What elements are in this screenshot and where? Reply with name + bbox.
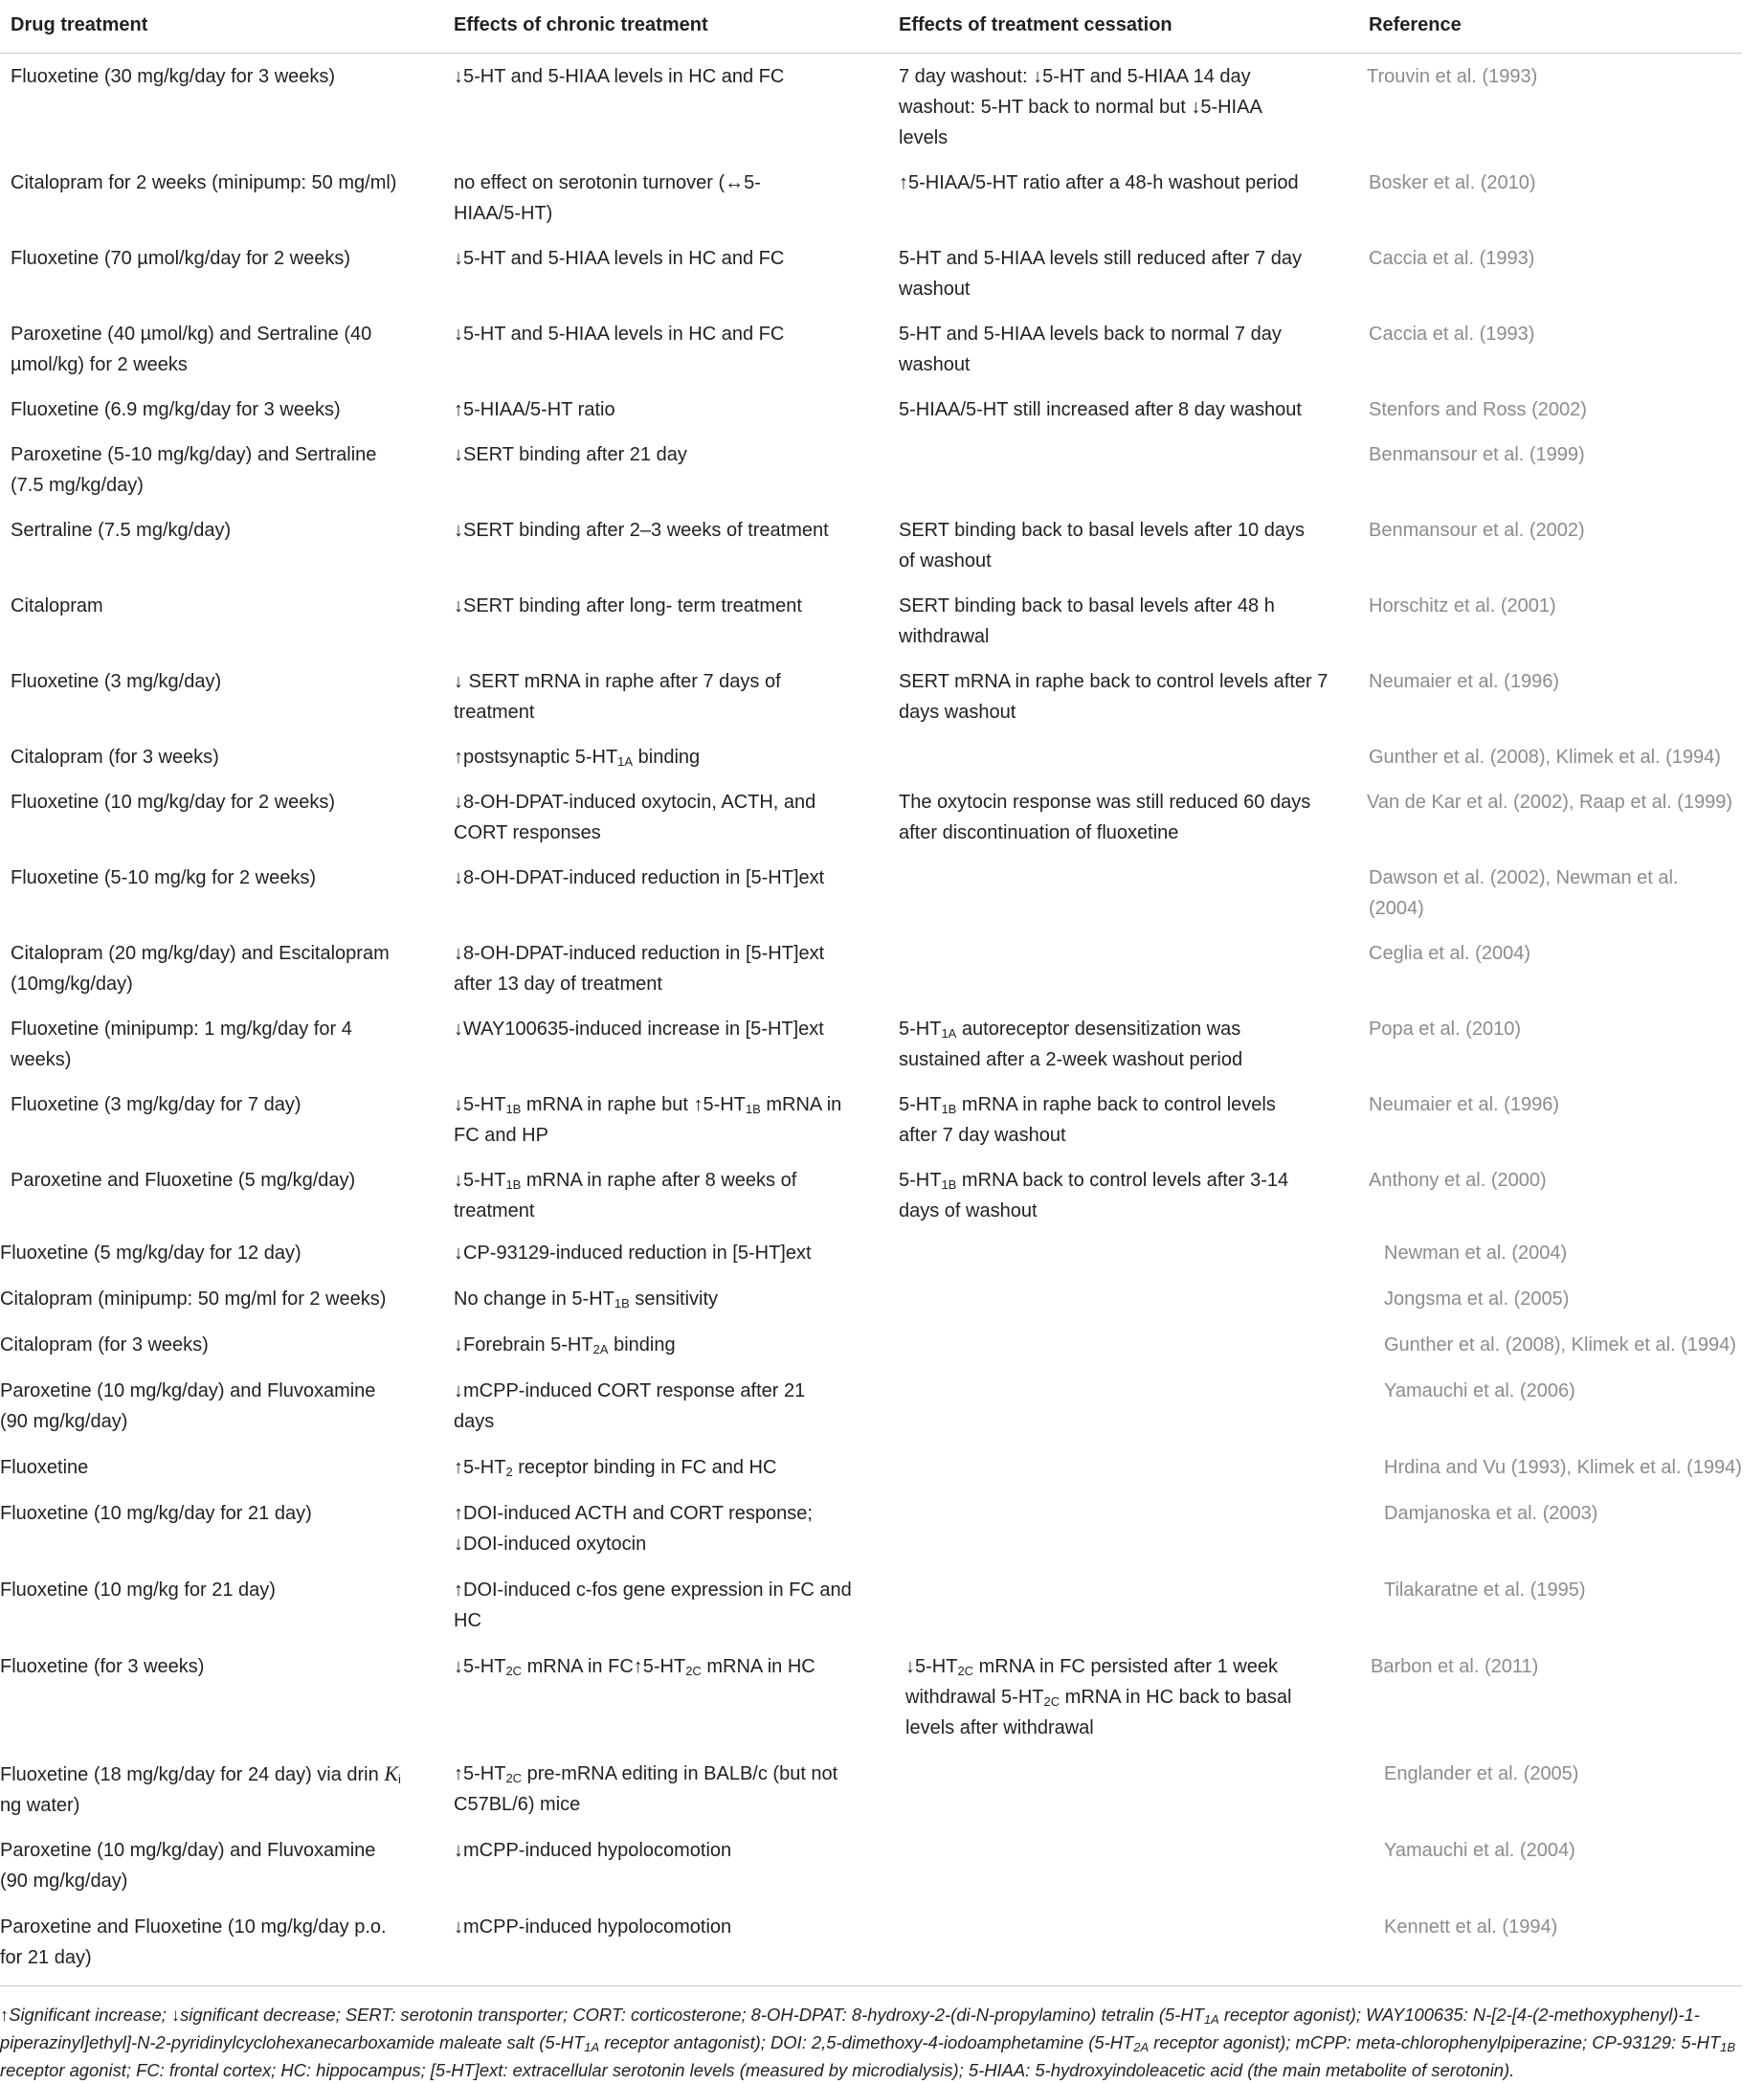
cell-drug: Fluoxetine (5-10 mg/kg for 2 weeks) [11,867,317,888]
cell-cessation: $↓5-HT_{2C}$ mRNA in FC persisted after 1 week withdrawal $5-HT_{2C}$ mRNA in HC back to basal levels after withdrawal [905,1656,1292,1738]
cell-reference: Englander et al. (2005) [1384,1763,1579,1784]
cell-drug: Citalopram (minipump: 50 mg/ml for 2 weeks) [0,1288,387,1310]
cell-reference: Jongsma et al. (2005) [1384,1288,1570,1310]
cell-drug: Fluoxetine (5 mg/kg/day for 12 day) [0,1243,301,1264]
cell-effect: $↓5-HT_{2C}$ mRNA in $FC↑5-HT_{2C}$ mRNA in HC [454,1656,815,1678]
cell-drug: Fluoxetine (30 mg/kg/day for 3 weeks) [11,66,336,87]
cell-cessation: The oxytocin response was still reduced 60 days after discontinuation of fluoxetine [899,792,1311,843]
cell-cessation: $5-HT_{1B}$ mRNA back to control levels after 3-14 days of washout [899,1170,1289,1221]
cell-reference: Anthony et al. (2000) [1369,1170,1547,1191]
cell-reference: Kennett et al. (1994) [1384,1916,1558,1938]
cell-drug: Citalopram for 2 weeks (minipump: 50 mg/ml) [11,172,397,193]
cell-effect: ↑DOI-induced ACTH and CORT response; ↓DOI-induced oxytocin [454,1503,813,1555]
cell-effect: $↑5-HT_2$ receptor binding in FC and HC [454,1457,777,1479]
cell-effect: no effect on serotonin turnover (↔5-HIAA/5-HT) [454,172,761,224]
cell-reference: Newman et al. (2004) [1384,1243,1568,1264]
table-header-row [0,0,1742,54]
cell-drug: Fluoxetine (3 mg/kg/day for 7 day) [11,1094,301,1115]
cell-effect: ↓Forebrain $5-HT_{2A}$ binding [454,1334,676,1356]
cell-effect: ↓ SERT mRNA in raphe after 7 days of treatment [454,671,781,723]
cell-effect: ↓8-OH-DPAT-induced reduction in [5-HT]ext after 13 day of treatment [454,943,825,995]
cell-drug: Paroxetine (10 mg/kg/day) and Fluvoxamine (90 mg/kg/day) [0,1380,376,1432]
cell-reference: Stenfors and Ross (2002) [1369,399,1587,420]
cell-reference: Benmansour et al. (2002) [1369,520,1585,541]
cell-drug: Fluoxetine (for 3 weeks) [0,1656,205,1677]
cell-drug: Paroxetine (10 mg/kg/day) and Fluvoxamine (90 mg/kg/day) [0,1840,376,1892]
cell-effect: ↑DOI-induced c-fos gene expression in FC and HC [454,1580,852,1631]
cell-drug: Fluoxetine (10 mg/kg for 21 day) [0,1580,276,1601]
cell-effect: ↓8-OH-DPAT-induced reduction in [5-HT]ext [454,867,825,888]
cell-drug: Fluoxetine (6.9 mg/kg/day for 3 weeks) [11,399,341,420]
cell-drug: Paroxetine (5-10 mg/kg/day) and Sertraline (7.5 mg/kg/day) [11,444,377,496]
cell-reference: Tilakaratne et al. (1995) [1384,1580,1586,1601]
cell-drug: Citalopram (for 3 weeks) [0,1334,209,1356]
cell-reference: Yamauchi et al. (2004) [1384,1840,1575,1861]
cell-effect: ↓mCPP-induced hypolocomotion [454,1840,732,1861]
cell-effect: ↓5-HT and 5-HIAA levels in HC and FC [454,66,785,87]
header-drug-treatment: Drug treatment [11,14,148,35]
cell-effect: $↓5-HT_{1B}$ mRNA in raphe but $↑5-HT_{1B}$ mRNA in FC and HP [454,1094,842,1146]
cell-effect: ↓SERT binding after long- term treatment [454,595,802,616]
cell-reference: Horschitz et al. (2001) [1369,595,1556,616]
cell-reference: Hrdina and Vu (1993), Klimek et al. (1994) [1384,1457,1742,1478]
cell-drug: Fluoxetine (3 mg/kg/day) [11,671,222,692]
cell-reference: Bosker et al. (2010) [1369,172,1536,193]
cell-effect: No change in $5-HT_{1B}$ sensitivity [454,1288,719,1311]
cell-drug: Citalopram [11,595,103,616]
header-effects-cessation: Effects of treatment cessation [899,14,1172,35]
cell-drug: Fluoxetine [0,1457,89,1478]
cell-effect: ↓CP-93129-induced reduction in [5-HT]ext [454,1243,812,1264]
cell-effect: ↓5-HT and 5-HIAA levels in HC and FC [454,248,785,269]
cell-reference: Gunther et al. (2008), Klimek et al. (1994) [1384,1334,1736,1356]
cell-effect: ↓WAY100635-induced increase in [5-HT]ext [454,1019,824,1040]
cell-effect: ↑5-HIAA/5-HT ratio [454,399,615,420]
cell-drug: Fluoxetine (18 mg/kg/day for 24 day) via drin $K_i$ ng water) [0,1761,401,1816]
cell-drug: Fluoxetine (70 µmol/kg/day for 2 weeks) [11,248,351,269]
cell-cessation: 5-HT and 5-HIAA levels back to normal 7 day washout [899,324,1282,375]
cell-cessation: 7 day washout: ↓5-HT and 5-HIAA 14 day washout: 5-HT back to normal but ↓5-HIAA levels [899,66,1262,148]
cell-reference: Popa et al. (2010) [1369,1019,1521,1040]
cell-effect: ↓8-OH-DPAT-induced oxytocin, ACTH, and CORT responses [454,792,816,843]
cell-drug: Citalopram (20 mg/kg/day) and Escitalopram (10mg/kg/day) [11,943,390,995]
cell-reference: Barbon et al. (2011) [1371,1656,1539,1677]
cell-reference: Benmansour et al. (1999) [1369,444,1585,465]
cell-effect: ↓SERT binding after 2–3 weeks of treatment [454,520,829,541]
cell-drug: Fluoxetine (10 mg/kg/day for 21 day) [0,1503,312,1524]
cell-effect: ↓mCPP-induced CORT response after 21 days [454,1380,806,1432]
cell-reference: Van de Kar et al. (2002), Raap et al. (1999) [1367,792,1733,813]
cell-drug: Citalopram (for 3 weeks) [11,747,219,768]
cell-reference: Dawson et al. (2002), Newman et al. (2004) [1369,867,1679,919]
cell-reference: Neumaier et al. (1996) [1369,671,1559,692]
cell-cessation: $5-HT_{1B}$ mRNA in raphe back to control levels after 7 day washout [899,1094,1276,1146]
cell-effect: ↑postsynaptic $5-HT_{1A}$ binding [454,747,701,769]
table-footnote: ↑Significant increase; ↓significant decrease; SERT: serotonin transporter; CORT: corticosterone; 8-OH-DPAT: 8-hydroxy-2-(di-N-propylamino) tetralin ($5-HT_{1A}$ receptor agonist); WAY100635: N-[2-[4-(2-methoxyphenyl)-1-piperazinyl]ethyl]-N-2-pyridinylcyclohexanecarboxamide maleate salt ($5-HT_{1A}$ receptor antagonist); DOI: 2,5-dimethoxy-4-iodoamphetamine ($5-HT_{2A}$ receptor agonist); mCPP: meta-chlorophenylpiperazine; CP-93129: $5-HT_{1B}$ receptor agonist; FC: frontal cortex; HC: hippocampus; [5-HT]ext: extracellular serotonin levels (measured by microdialysis); 5-HIAA: 5-hydroxyindoleacetic acid (the main metabolite of serotonin). [0,2005,1735,2080]
cell-drug: Fluoxetine (10 mg/kg/day for 2 weeks) [11,792,336,813]
cell-drug: Paroxetine and Fluoxetine (5 mg/kg/day) [11,1170,356,1191]
table-bottom-rule [0,1985,1742,1986]
cell-reference: Caccia et al. (1993) [1369,248,1535,269]
cell-cessation: $5-HT_{1A}$ autoreceptor desensitization was sustained after a 2-week washout period [899,1019,1243,1070]
cell-cessation: ↑5-HIAA/5-HT ratio after a 48-h washout period [899,172,1299,193]
cell-effect: $↓5-HT_{1B}$ mRNA in raphe after 8 weeks of treatment [454,1170,797,1221]
cell-reference: Caccia et al. (1993) [1369,324,1535,345]
cell-reference: Ceglia et al. (2004) [1369,943,1530,964]
header-effects-chronic: Effects of chronic treatment [454,14,708,35]
cell-reference: Gunther et al. (2008), Klimek et al. (1994) [1369,747,1721,768]
cell-cessation: SERT binding back to basal levels after 10 days of washout [899,520,1305,571]
cell-reference: Damjanoska et al. (2003) [1384,1503,1598,1524]
header-reference: Reference [1369,14,1462,35]
cell-effect: ↓SERT binding after 21 day [454,444,687,465]
cell-cessation: 5-HT and 5-HIAA levels still reduced after 7 day washout [899,248,1302,300]
cell-drug: Sertraline (7.5 mg/kg/day) [11,520,232,541]
cell-drug: Paroxetine and Fluoxetine (10 mg/kg/day p.o. for 21 day) [0,1916,387,1968]
cell-effect: ↓mCPP-induced hypolocomotion [454,1916,732,1938]
cell-drug: Fluoxetine (minipump: 1 mg/kg/day for 4 weeks) [11,1019,352,1070]
cell-reference: Yamauchi et al. (2006) [1384,1380,1575,1401]
cell-cessation: SERT mRNA in raphe back to control levels after 7 days washout [899,671,1329,723]
cell-drug: Paroxetine (40 µmol/kg) and Sertraline (40 µmol/kg) for 2 weeks [11,324,372,375]
cell-cessation: 5-HIAA/5-HT still increased after 8 day washout [899,399,1302,420]
cell-reference: Neumaier et al. (1996) [1369,1094,1559,1115]
cell-reference: Trouvin et al. (1993) [1367,66,1538,87]
cell-effect: $↑5-HT_{2C}$ pre-mRNA editing in BALB/c (but not C57BL/6) mice [454,1763,838,1815]
cell-cessation: SERT binding back to basal levels after 48 h withdrawal [899,595,1275,647]
cell-effect: ↓5-HT and 5-HIAA levels in HC and FC [454,324,785,345]
